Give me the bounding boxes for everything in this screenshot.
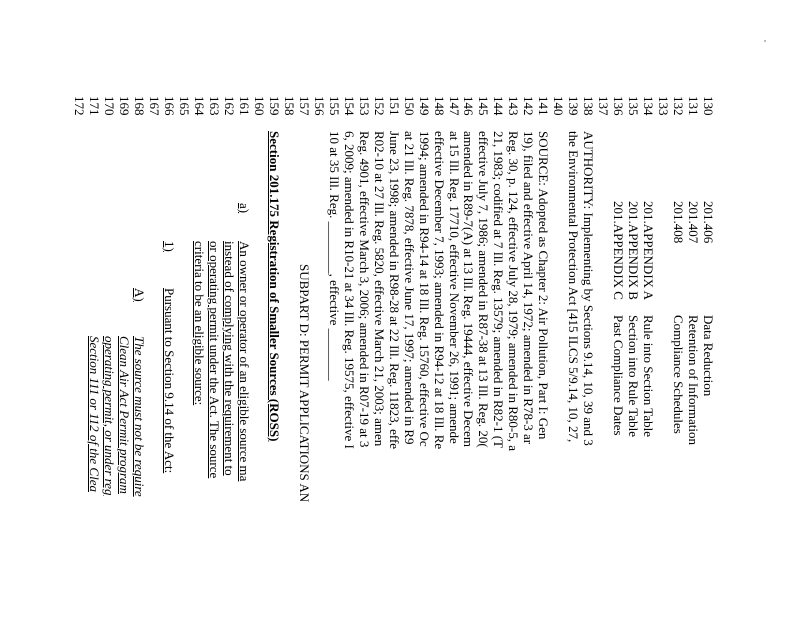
toc-section-title: Compliance Schedules — [671, 315, 687, 434]
line-number: 137 — [596, 96, 612, 116]
source-line: 6, 2009; amended in R10-21 at 34 Ill. Reg. 19575, effective I — [341, 131, 357, 449]
line-number: 157 — [296, 96, 312, 116]
line-number: 142 — [521, 96, 537, 116]
paragraph-label-a: a) — [236, 203, 252, 214]
paragraph-A-line: Clean Air Act Permit program — [117, 336, 133, 494]
paragraph-a-line: criteria to be an eligible source: — [192, 241, 208, 406]
paragraph-label-A: A) — [132, 288, 148, 302]
toc-section-number: 201.408 — [671, 201, 687, 244]
source-line: effective December 7, 1993; amended in R94-12 at 18 Ill. Re — [431, 131, 447, 450]
source-line: 21, 1983; codified at 7 Ill. Reg. 13579; amended in R82-1 (T — [491, 131, 507, 448]
line-number: 150 — [401, 96, 417, 116]
toc-section-title: Rule into Section Table — [641, 315, 657, 437]
line-number: 149 — [416, 96, 432, 116]
paragraph-A-line: operating permit, or under reg — [102, 336, 118, 496]
line-number: 130 — [701, 96, 716, 116]
line-number: 167 — [147, 96, 163, 116]
line-number: 136 — [611, 96, 627, 116]
paragraph-a-line: An owner or operator of an eligible source ma — [236, 241, 252, 482]
source-line: R02-10 at 27 Ill. Reg. 5820, effective March 21, 2003; amen — [371, 131, 387, 447]
line-number: 134 — [641, 96, 657, 116]
source-line: 19), filed and effective April 14, 1972; amended in R78-3 ar — [521, 131, 537, 445]
line-number: 145 — [476, 96, 492, 116]
source-line: SOURCE: Adopted as Chapter 2: Air Pollution, Part I: Gen — [536, 131, 552, 440]
line-number: 156 — [311, 96, 327, 116]
line-number: 141 — [536, 96, 552, 116]
line-number: 144 — [491, 96, 507, 116]
toc-section-number: 201.APPENDIX A — [641, 201, 657, 300]
source-line: Reg. 4901, effective March 3, 2006; amended in R07-19 at 3 — [356, 131, 372, 448]
line-number: 135 — [626, 96, 642, 116]
line-number: 165 — [177, 96, 193, 116]
line-number: 161 — [236, 96, 252, 116]
source-line: 10 at 35 Ill. Reg. ________, effective ________ — [326, 131, 342, 381]
toc-section-number: 201.406 — [701, 201, 716, 244]
source-line: amended in R89-7(A) at 13 Ill. Reg. 19444, effective Decem — [461, 131, 477, 447]
toc-section-number: 201.APPENDIX B — [626, 201, 642, 300]
line-number: 172 — [72, 96, 88, 116]
source-line: June 23, 1998; amended in R98-28 at 22 Ill. Reg. 11823, effe — [386, 131, 402, 450]
line-number: 169 — [117, 96, 133, 116]
line-number: 159 — [266, 96, 282, 116]
authority-line: the Environmental Protection Act [415 ILCS 5/9.14, 10, 27, — [566, 131, 582, 443]
line-number: 158 — [281, 96, 297, 116]
line-number: 153 — [356, 96, 372, 116]
source-line: Reg. 30, p. 124, effective July 28, 1979; amended in R80-5, a — [506, 131, 522, 452]
line-number: 160 — [251, 96, 267, 116]
line-number: 138 — [581, 96, 597, 116]
subpart-heading: SUBPART D: PERMIT APPLICATIONS AN — [296, 264, 312, 503]
toc-section-title: Section into Rule Table — [626, 315, 642, 437]
toc-section-number: 201.APPENDIX C — [611, 201, 627, 300]
paragraph-label-1: 1) — [162, 241, 178, 252]
section-heading: Section 201.175 Registration of Smaller Sources (ROSS) — [266, 131, 282, 442]
toc-section-title: Data Reduction — [701, 315, 716, 397]
toc-section-title: Past Compliance Dates — [611, 315, 627, 436]
line-number: 170 — [102, 96, 118, 116]
line-number: 132 — [671, 96, 687, 116]
paragraph-1-text: Pursuant to Section 9.14 of the Act: — [162, 288, 178, 474]
source-line: at 15 Ill. Reg. 17710, effective November 26, 1991; amende — [446, 131, 462, 444]
line-number: 148 — [431, 96, 447, 116]
source-line: 1994; amended in R94-14 at 18 Ill. Reg. 15760, effective Oc — [416, 131, 432, 447]
line-number: 133 — [656, 96, 672, 116]
toc-section-number: 201.407 — [686, 201, 702, 244]
source-line: at 21 Ill. Reg. 7878, effective June 17, 1997; amended in R9 — [401, 131, 417, 445]
line-number: 143 — [506, 96, 522, 116]
line-number: 140 — [551, 96, 567, 116]
line-number: 139 — [566, 96, 582, 116]
line-number: 168 — [132, 96, 148, 116]
paragraph-a-line: or operating permit under the Act. The source — [207, 241, 222, 479]
paragraph-A-line: The source must not be require — [132, 336, 148, 497]
line-number: 152 — [371, 96, 387, 116]
line-number: 171 — [87, 96, 103, 116]
line-number: 155 — [326, 96, 342, 116]
line-number: 147 — [446, 96, 462, 116]
line-number: 163 — [207, 96, 222, 116]
line-number: 146 — [461, 96, 477, 116]
paragraph-A-line: Section 111 or 112 of the Clea — [87, 336, 103, 492]
line-number: 131 — [686, 96, 702, 116]
paragraph-a-line: instead of complying with the requirement to — [221, 241, 237, 476]
toc-section-title: Retention of Information — [686, 315, 702, 445]
line-number: 166 — [162, 96, 178, 116]
line-number: 154 — [341, 96, 357, 116]
source-line: effective July 7, 1986; amended in R87-38 at 13 Ill. Reg. 20( — [476, 131, 492, 448]
line-number: 164 — [192, 96, 208, 116]
line-number: 162 — [221, 96, 237, 116]
line-number: 151 — [386, 96, 402, 116]
authority-line: AUTHORITY: Implementing by Sections 9.14, 10, 39 and 3 — [581, 131, 597, 446]
